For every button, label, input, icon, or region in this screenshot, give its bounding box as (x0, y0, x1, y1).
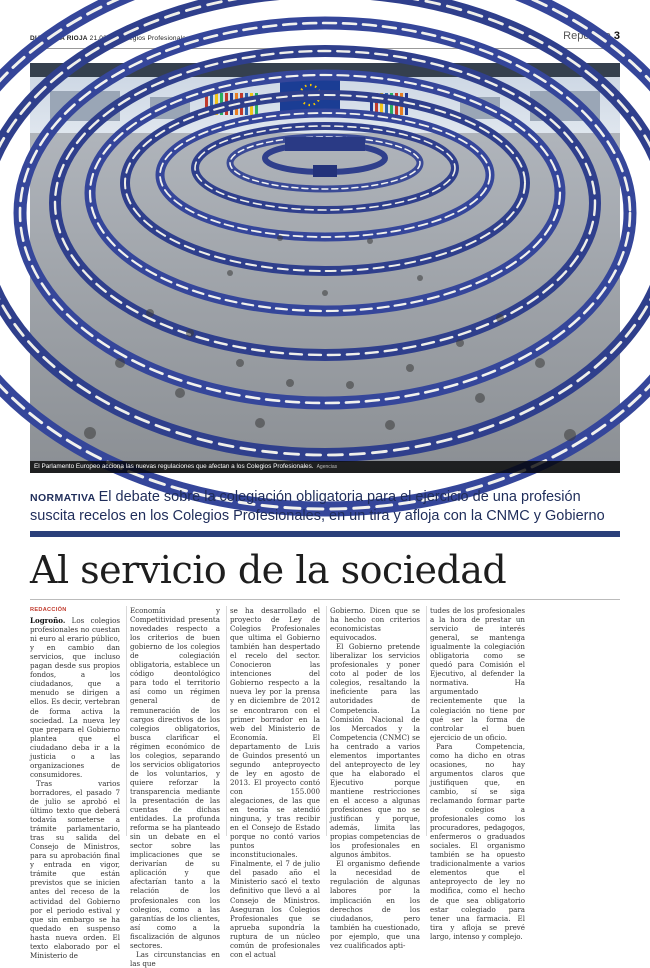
headline-rule (30, 599, 620, 600)
photo-caption (30, 461, 620, 473)
dateline: Logroño. (30, 616, 66, 626)
column-divider (326, 606, 327, 836)
article-column-5 (430, 606, 525, 941)
column-divider (426, 606, 427, 836)
deck-kicker: NORMATIVA (30, 492, 96, 504)
column-divider (126, 606, 127, 836)
issue-date: 21.03.15 (89, 35, 117, 42)
caption-text: El Parlamento Europeo acciona las nuevas regulaciones que afectan a los Colegios Profesionales. (34, 463, 314, 470)
article-column-2 (130, 606, 220, 968)
article-column-3 (230, 606, 320, 959)
column-divider (226, 606, 227, 836)
paragraph: Economía y Competitividad presenta novedades respecto a los criterios de buen gobierno de los colegios de colegiación obligatoria, establece un código deontológico para todo el territorio así como un régimen general de remuneración de los cargos directivos de los colegios obligatorios, busca clarificar el régimen económico de los colegios, separando los servicios obligatorios de los voluntarios, y quiere reforzar la transparencia mediante la presentación de las cuentas de dichas entidades. La profunda reforma se ha planteado sin un debate en el sector sobre las implicaciones que se derivarían de su aplicación y que afectarían tanto a la relación de los profesionales con los colegios, como a las garantías de los clientes, así como a la fiscalización de algunos sectores. (130, 606, 220, 950)
page-title: Al servicio de la sociedad (30, 548, 507, 592)
deck-text: El debate sobre la colegiación obligatoria para el ejercicio de una profesión suscita recelos en los Colegios Profesionales, en un tira y afloja con la CNMC y Gobierno (30, 489, 605, 524)
article-column-1 (30, 606, 120, 960)
photo-credit: Agencias (316, 464, 338, 470)
paragraph: Tras varios borradores, el pasado 7 de julio se aprobó el último texto que deberá todavía someterse a trámite parlamentario, tras su salida del Consejo de Ministros, para su aprobación final y entrada en vigor, trámite que están previstos que se inicien antes del receso de la actividad del Gobierno por el periodo estival y que sin embargo se ha quedado en suspenso hasta nueva orden. El texto elaborado por el Ministerio de (30, 778, 120, 960)
paragraph: El Gobierno pretende liberalizar los servicios profesionales y poner coto al poder de los colegios, resaltando la ineficiente para las autoridades de Competencia. La Comisión Nacional de los Mercados y la Competencia (CNMC) se ha centrado a varios elementos importantes del anteproyecto de ley que ha elaborado el Ejecutivo porque mantiene restricciones en el acceso a algunas profesiones que no se justifican y porque, además, limita las propias competencias de los profesionales en algunos ámbitos. (330, 642, 420, 860)
paragraph-text: Los colegios profesionales no cuestan ni euro al erario público, y en cambio dan servicios, que incluso pagan desde sus propios fondos, a los ciudadanos, que a menudo se dirigen a ellos. Es decir, vertebran de forma activa la sociedad. La nueva ley que prepara el Gobierno plantea que el ciudadano deba ir a la justicia o a las organizaciones de consumidores. (30, 616, 120, 779)
paragraph: Para Competencia, como ha dicho en otras ocasiones, no hay argumentos claros que justifiquen que, en cambio, sí se siga reclamando formar parte de colegios a profesionales como los procuradores, pedagogos, enfermeros o graduados sociales. El organismo también se ha opuesto tradicionalmente a varios elementos que el anteproyecto de ley no modifica, como el hecho de que sea obligatorio estar colegiado para tener una farmacia. El tira y afloja se prevé largo, intenso y complejo. (430, 741, 525, 941)
paragraph: Gobierno. Dicen que se ha hecho con criterios economicistas equivocados. (330, 606, 420, 643)
paragraph: tudes de los profesionales a la hora de prestar un servicio de interés general, se mantenga igualmente la colegiación obligatoria como se quedó para Comisión el Ejecutivo, al defender la normativa. Ha argumentado recientemente que la colegiación no tiene por qué ser la forma de controlar el buen ejercicio de un oficio. (430, 606, 525, 742)
paragraph (30, 616, 120, 779)
page-section: Reportaje (563, 30, 611, 42)
page-number: 3 (613, 30, 620, 42)
byline: REDACCIÓN (30, 607, 67, 613)
section-name: Colegios Profesionales (118, 35, 190, 42)
subheadline (30, 488, 620, 525)
paragraph: se ha desarrollado el proyecto de Ley de Colegios Profesionales que ultima el Gobierno también han despertado el recelo del sector. Conocieron las intenciones del Gobierno respecto a la nueva ley por la prensa y en diciembre de 2012 se encontraron con el primer borrador en la web del Ministerio de Economía. El departamento de Luis de Guindos presentó un segundo anteproyecto de ley en agosto de 2013. El proyecto contó con 155.000 alegaciones, de las que en teoría se atendió ninguna, y tras recibir en el Consejo de Estado porque no contó varios puntos inconstitucionales. Finalmente, el 7 de julio del pasado año el Ministerio sacó el texto definitivo que llevó a al Consejo de Ministros. Aseguran los Colegios Profesionales que se aprueba supondría la ruptura de un núcleo común de profesionales con el actual (230, 606, 320, 959)
paragraph: Las circunstancias en las que (130, 949, 220, 968)
paragraph: El organismo defiende la necesidad de regulación de algunas labores por la implicación en los derechos de los ciudadanos, pero también ha cuestionado, por ejemplo, que una vez cualificados apti- (330, 859, 420, 950)
article-body (30, 606, 620, 968)
article-column-4 (330, 606, 420, 950)
newspaper-name: DIARIO LA RIOJA (30, 35, 88, 42)
accent-band (30, 531, 620, 537)
hemicycle-illustration (30, 63, 620, 473)
parliament-photo (30, 63, 620, 473)
